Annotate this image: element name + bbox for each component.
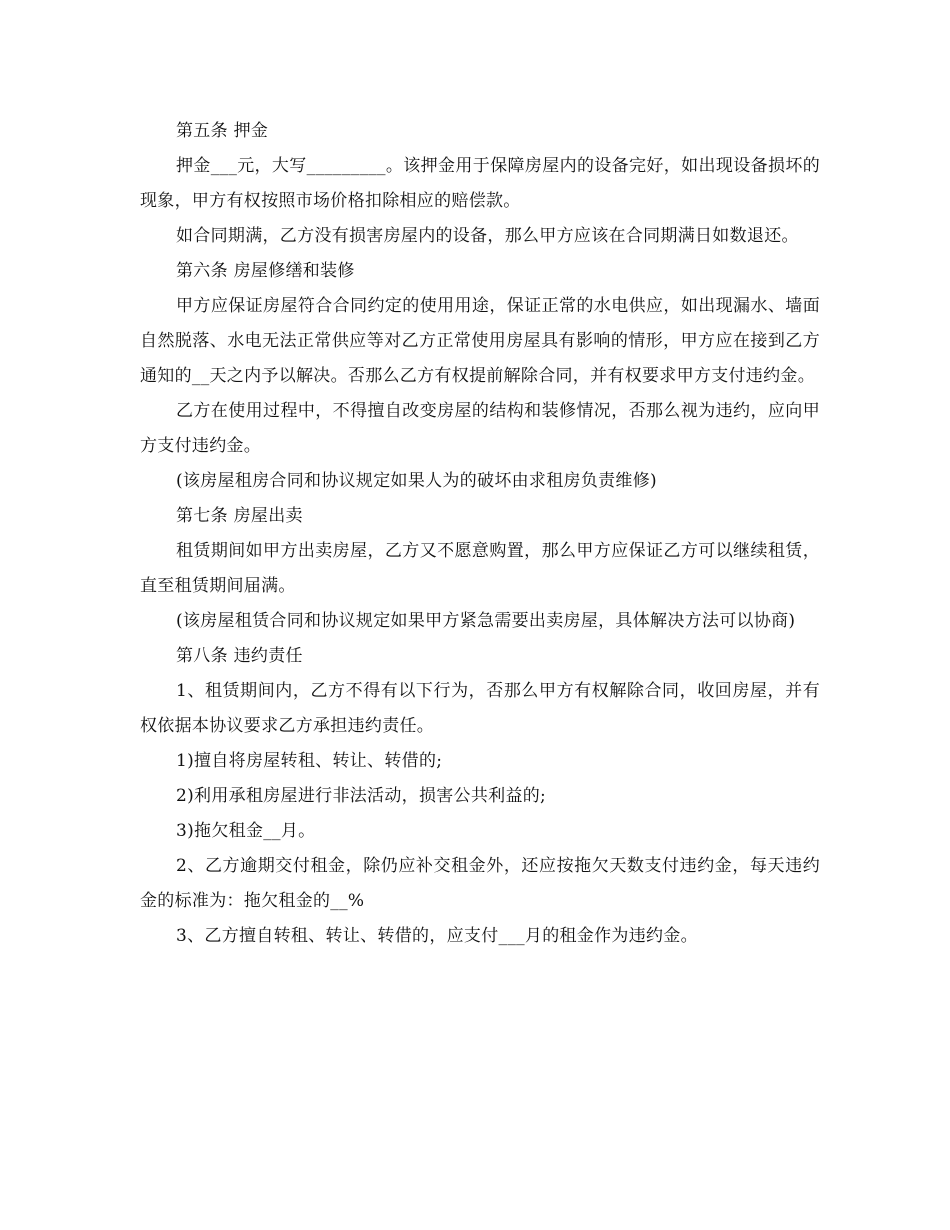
section-8-clause-3: 3、乙方擅自转租、转让、转借的，应支付___月的租金作为违约金。 (176, 926, 698, 946)
section-6-paragraph-1: 甲方应保证房屋符合合同约定的使用用途，保证正常的水电供应，如出现漏水、墙面自然脱落、水电无法正常供应等对乙方正常使用房屋具有影响的情形，甲方应在接到乙方通知的__天之内予以解决。否那么乙方有权提前解除合同，并有权要求甲方支付违约金。 (140, 296, 820, 386)
section-5-paragraph-1: 押金___元，大写_________。该押金用于保障房屋内的设备完好，如出现设备损坏的现象，甲方有权按照市场价格扣除相应的赔偿款。 (140, 156, 820, 211)
section-6-heading: 第六条 房屋修缮和装修 (176, 261, 355, 281)
section-7-note: (该房屋租赁合同和协议规定如果甲方紧急需要出卖房屋，具体解决方法可以协商) (176, 611, 796, 631)
section-6-note: (该房屋租房合同和协议规定如果人为的破坏由求租房负责维修) (176, 471, 657, 491)
section-8-heading: 第八条 违约责任 (176, 646, 303, 666)
section-5-heading: 第五条 押金 (176, 121, 269, 141)
document-body (140, 114, 820, 954)
section-8-clause-2: 2、乙方逾期交付租金，除仍应补交租金外，还应按拖欠天数支付违约金，每天违约金的标准为：拖欠租金的__% (140, 856, 820, 911)
section-8-clause-1: 1、租赁期间内，乙方不得有以下行为，否那么甲方有权解除合同，收回房屋，并有权依据本协议要求乙方承担违约责任。 (140, 681, 820, 736)
section-5-paragraph-2: 如合同期满，乙方没有损害房屋内的设备，那么甲方应该在合同期满日如数退还。 (176, 226, 799, 246)
section-8-item-1: 1)擅自将房屋转租、转让、转借的; (176, 751, 443, 771)
section-8-item-2: 2)利用承租房屋进行非法活动，损害公共利益的; (176, 786, 547, 806)
section-6-paragraph-2: 乙方在使用过程中，不得擅自改变房屋的结构和装修情况，否那么视为违约，应向甲方支付违约金。 (140, 401, 820, 456)
section-7-heading: 第七条 房屋出卖 (176, 506, 303, 526)
section-8-item-3: 3)拖欠租金__月。 (176, 821, 316, 841)
section-7-paragraph-1: 租赁期间如甲方出卖房屋，乙方又不愿意购置，那么甲方应保证乙方可以继续租赁，直至租赁期间届满。 (140, 541, 820, 596)
